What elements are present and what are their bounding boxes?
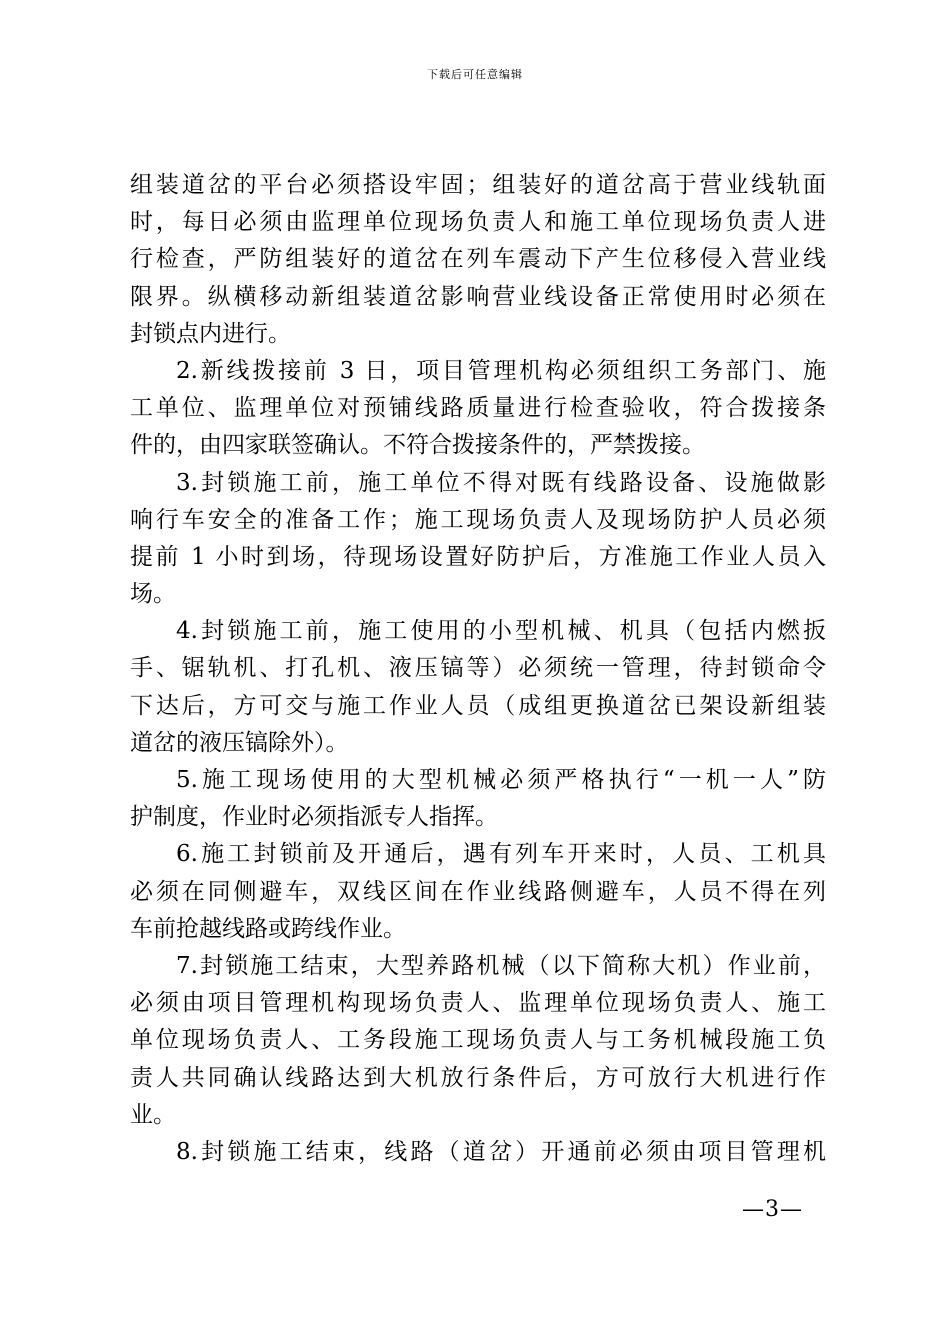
text-line: 7.封锁施工结束，大型养路机械（以下简称大机）作业前， <box>176 952 826 979</box>
text-line: 2.新线拨接前 3 日，项目管理机构必须组织工务部门、施 <box>176 357 826 384</box>
text-line: 必须在同侧避车，双线区间在作业线路侧避车，人员不得在列 <box>130 878 826 905</box>
body-text <box>130 167 826 1171</box>
text-line: 封锁点内进行。 <box>130 320 291 347</box>
text-line: 责人共同确认线路达到大机放行条件后，方可放行大机进行作 <box>130 1064 826 1091</box>
text-line: 件的，由四家联签确认。不符合拨接条件的，严禁拨接。 <box>130 432 705 459</box>
text-line: 5.施工现场使用的大型机械必须严格执行“一机一人”防 <box>176 767 826 793</box>
text-line: 护制度，作业时必须指派专人指挥。 <box>130 804 498 831</box>
page-header: 下载后可任意编辑 <box>427 68 523 81</box>
text-line: 限界。纵横移动新组装道岔影响营业线设备正常使用时必须在 <box>130 283 826 310</box>
text-line: 场。 <box>130 581 176 608</box>
text-line: 时，每日必须由监理单位现场负责人和施工单位现场负责人进 <box>130 209 826 236</box>
text-line: 提前 1 小时到场，待现场设置好防护后，方准施工作业人员入 <box>130 543 826 570</box>
text-line: 手、锯轨机、打孔机、液压镐等）必须统一管理，待封锁命令 <box>130 655 826 682</box>
text-line: 3.封锁施工前，施工单位不得对既有线路设备、设施做影 <box>176 469 826 496</box>
page-number: —3— <box>742 1197 803 1222</box>
text-line: 行检查，严防组装好的道岔在列车震动下产生位移侵入营业线 <box>130 246 826 273</box>
text-line: 6.施工封锁前及开通后，遇有列车开来时，人员、工机具 <box>176 841 826 868</box>
text-line: 4.封锁施工前，施工使用的小型机械、机具（包括内燃扳 <box>176 618 826 645</box>
text-line: 8.封锁施工结束，线路（道岔）开通前必须由项目管理机 <box>176 1138 826 1165</box>
text-line: 业。 <box>130 1101 176 1128</box>
text-line: 下达后，方可交与施工作业人员（成组更换道岔已架设新组装 <box>130 692 826 719</box>
text-line: 车前抢越线路或跨线作业。 <box>130 915 406 942</box>
text-line: 响行车安全的准备工作；施工现场负责人及现场防护人员必须 <box>130 506 826 533</box>
text-line: 工单位、监理单位对预铺线路质量进行检查验收，符合拨接条 <box>130 395 826 422</box>
text-line: 必须由项目管理机构现场负责人、监理单位现场负责人、施工 <box>130 990 826 1017</box>
text-line: 组装道岔的平台必须搭设牢固；组装好的道岔高于营业线轨面 <box>130 172 826 198</box>
text-line: 道岔的液压镐除外）。 <box>130 729 349 756</box>
text-line: 单位现场负责人、工务段施工现场负责人与工务机械段施工负 <box>130 1027 826 1054</box>
